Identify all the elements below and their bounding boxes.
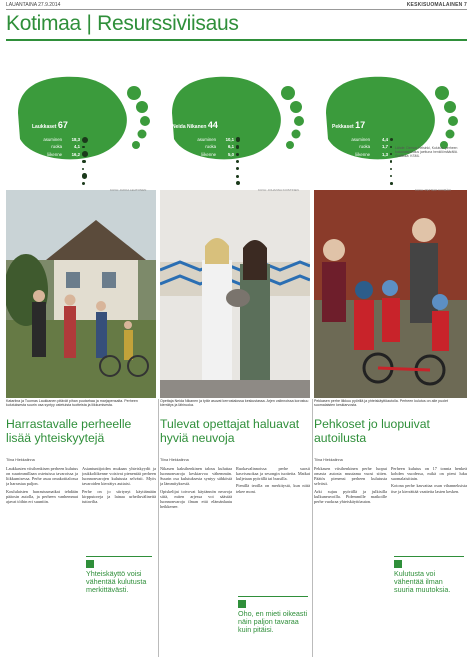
- value-dot: [390, 182, 393, 185]
- photo-caption: Pekkasen perhe liikkuu pyörillä ja yhteiskäyttöautolla. Perheen kulutus on alle puolet suomalaisten keskiarvosta.: [314, 399, 449, 408]
- value-dot: [236, 181, 240, 185]
- family-bikes-photo: [314, 190, 467, 398]
- total-prefix: Pekkaset: [332, 124, 354, 130]
- total-prefix: Laukkaset: [32, 124, 57, 130]
- value-dot: [390, 168, 392, 170]
- total-value: 17: [355, 120, 366, 130]
- category-label: liikenne: [47, 151, 62, 157]
- category-label: asuminen: [351, 137, 370, 143]
- panel-subtitle: tonnia/hlö/vuosi: [10, 68, 42, 74]
- header-paper: KESKISUOMALAINEN 7: [406, 2, 467, 8]
- paragraph: Ruokavalinnoissa perhe suosii kasvisruokaa ja sesongin tuotteita. Matkat kuljetaan pyörällä tai bussilla.: [236, 466, 310, 482]
- category-row: [24, 180, 144, 187]
- category-value: 8,3: [228, 180, 234, 186]
- value-dot: [390, 153, 392, 155]
- value-dot: [82, 146, 85, 149]
- category-value: 5,0: [228, 151, 234, 157]
- category-label: ruoka: [51, 144, 62, 150]
- paragraph: Arki sujuu pyörällä ja julkisilla kulkuneuvoilla. Pidemmille matkoille perhe vuokraa yhteiskäyttöauton.: [314, 488, 387, 504]
- article-body: [6, 466, 78, 656]
- panel-title: [164, 63, 244, 74]
- article-headline: Pehkoset jo luopuivat autoilusta: [314, 417, 430, 445]
- value-dot: [82, 182, 85, 185]
- category-rows: [24, 136, 144, 187]
- category-label: vapaa-aika: [348, 166, 370, 172]
- footprint-panel-3: [314, 43, 467, 188]
- value-dot: [236, 145, 239, 148]
- page-header: [6, 2, 467, 10]
- pull-quote: [86, 556, 152, 594]
- value-dot: [236, 160, 239, 163]
- category-row: [178, 158, 298, 165]
- category-label: liikenne: [201, 151, 216, 157]
- pull-quote: [238, 596, 308, 634]
- panel-title: [318, 63, 398, 74]
- photo-caption: Katariina ja Tuomas Laukkanen pitävät pihan puutarhaa ja marjapensaita. Perheen kulutuksesta suurin osa syntyy ostetuista tuotteista ja liikkumisesta.: [6, 399, 138, 408]
- category-rows: [332, 136, 452, 187]
- category-value: 1,3: [382, 151, 388, 157]
- category-label: ruoka: [359, 144, 370, 150]
- graphic-source: Lähde: Demos Helsinki, Kulutus: perheen kokonaiskulutus jaettuna henkilömäärällä. Grafiikka: KSML: [395, 146, 458, 158]
- section-rule: [6, 39, 467, 41]
- panel-total: [332, 120, 365, 130]
- header-date: LAUANTAINA 27.9.2014: [6, 2, 61, 8]
- photo-laukkanen: [6, 190, 156, 398]
- category-value: 1,9: [382, 173, 388, 179]
- category-row: [178, 165, 298, 172]
- category-row: [332, 172, 452, 179]
- quote-text: Oho, en mieti oikeasti näin paljon tavaraa kuin pitäisi.: [238, 609, 308, 634]
- category-label: sähkö ja lämpö: [187, 180, 216, 186]
- panel-title-text: Luonnonvarojen kulutus: [164, 63, 218, 68]
- category-value: 5,6: [228, 166, 234, 172]
- category-value: 6,5: [74, 159, 80, 165]
- panel-title-text: Luonnonvarojen kulutus: [318, 63, 372, 68]
- category-row: [24, 172, 144, 179]
- category-row: [332, 180, 452, 187]
- category-row: [24, 158, 144, 165]
- category-row: [332, 165, 452, 172]
- quote-icon: [238, 600, 246, 608]
- category-row: [332, 136, 452, 143]
- category-label: palvelut: [201, 173, 216, 179]
- category-value: 2,0: [382, 166, 388, 172]
- pull-quote: [394, 556, 464, 594]
- panel-subtitle: tonnia/hlö/vuosi: [318, 68, 350, 74]
- value-dot: [390, 138, 393, 141]
- total-value: 44: [207, 120, 218, 130]
- total-prefix: Neida Nikanen: [172, 124, 207, 130]
- panel-title-text: Luonnonvarojen kulutus: [10, 63, 64, 68]
- category-rows: [178, 136, 298, 187]
- panel-total: [172, 120, 218, 130]
- column-divider: [312, 399, 313, 657]
- value-dot: [82, 168, 84, 170]
- article-body: [391, 466, 467, 546]
- category-label: tavarat: [202, 159, 216, 165]
- category-label: ruoka: [205, 144, 216, 150]
- photo-credit: KUVA: PETTERI KIVIMÄKI: [415, 188, 452, 192]
- paragraph: Perhe on jo siirtynyt käyttämään kirpputoreja ja lainaa urheiluvälineitä tuttavilta.: [82, 488, 156, 504]
- mother-daughter-photo: [160, 190, 310, 398]
- value-dot: [236, 153, 239, 156]
- photo-pekkanen: [314, 190, 467, 398]
- value-dot: [390, 146, 392, 148]
- article-body: [314, 466, 387, 656]
- article-body: [160, 466, 232, 656]
- article-headline: Tulevat opettajat haluavat hyviä neuvoja: [160, 417, 300, 445]
- quote-text: Yhteiskäyttö voisi vähentää kulutusta merkittävästi.: [86, 569, 147, 594]
- category-label: sähkö ja lämpö: [341, 180, 370, 186]
- quote-icon: [394, 560, 402, 568]
- category-value: 4,4: [382, 137, 388, 143]
- category-row: [24, 151, 144, 158]
- category-label: vapaa-aika: [40, 166, 62, 172]
- quote-text: Kulutusta voi vähentää ilman suuria muutoksia.: [394, 569, 451, 594]
- category-row: [178, 151, 298, 158]
- category-label: tavarat: [48, 159, 62, 165]
- value-dot: [236, 167, 239, 170]
- category-value: 16,2: [71, 151, 80, 157]
- category-value: 4,6: [228, 159, 234, 165]
- footprint-panel-2: [160, 43, 310, 188]
- value-dot: [82, 137, 88, 143]
- category-row: [178, 180, 298, 187]
- panel-total: [32, 120, 68, 130]
- value-dot: [390, 175, 392, 177]
- photo-caption: Opettaja Neida Nikanen ja tytär asuvat kerrostalossa keskustassa. Arjen valinnoissa korostuu kierrätys ja lähiruoka.: [160, 399, 309, 408]
- paragraph: Pekkasen viisihenkinen perhe luopui omasta autosta muutama vuosi sitten. Päätös pienensi perheen kulutusta selvästi.: [314, 466, 387, 487]
- paragraph: Koululaisten harrastusmatkat tehdään pääosin autolla, ja perheen vanhemmat ajavat töihin eri suuntiin.: [6, 488, 78, 504]
- category-row: [24, 165, 144, 172]
- total-value: 67: [57, 120, 68, 130]
- paragraph: Opiskelijat toivovat käytännön neuvoja siitä, miten arjessa voi säästää luonnonvaroja ilman että elämänlaatu heikkenee.: [160, 488, 232, 510]
- footprint-panel-1: [6, 43, 156, 188]
- category-value: 4,1: [74, 144, 80, 150]
- article-byline: Tiina Hiekkalinna: [6, 458, 35, 462]
- category-row: [178, 172, 298, 179]
- section-title: Kotimaa | Resurssiviisaus: [6, 12, 239, 35]
- category-label: palvelut: [355, 173, 370, 179]
- category-row: [24, 136, 144, 143]
- category-value: 2,4: [382, 159, 388, 165]
- paragraph: Nikasen kaksihenkinen talous kuluttaa luonnonvaroja keskiarvoa vähemmän. Suurin osa kulutuksesta syntyy sähköstä ja lämmityksestä.: [160, 466, 232, 487]
- panel-title: [10, 63, 90, 74]
- category-value: 18,3: [71, 137, 80, 143]
- category-value: 4,5: [74, 180, 80, 186]
- category-label: palvelut: [47, 173, 62, 179]
- category-row: [24, 143, 144, 150]
- category-label: asuminen: [197, 137, 216, 143]
- category-row: [332, 158, 452, 165]
- category-label: tavarat: [356, 159, 370, 165]
- paragraph: Perheen kulutus on 17 tonnia henkeä kohden vuodessa, mikä on pieni luku suomalaisittain.: [391, 466, 467, 482]
- category-value: 6,1: [228, 144, 234, 150]
- category-label: sähkö ja lämpö: [33, 180, 62, 186]
- article-byline: Tiina Hiekkalinna: [314, 458, 343, 462]
- category-value: 1,7: [382, 144, 388, 150]
- paragraph: Laukkasten viisihenkisen perheen kulutus on suurimmillaan ostetuissa tavaroissa ja liikkumisessa. Perhe asuu omakotitalossa ja harrastaa paljon.: [6, 466, 78, 487]
- paragraph: Kotona perhe kasvattaa osan vihanneksista itse ja kierrättää vaatteita lasten kesken.: [391, 483, 467, 494]
- value-dot: [236, 137, 240, 141]
- value-dot: [236, 175, 239, 178]
- category-value: 3,3: [382, 180, 388, 186]
- category-value: 2,4: [74, 166, 80, 172]
- category-value: 4,3: [228, 173, 234, 179]
- column-divider: [158, 399, 159, 657]
- paragraph: Pienillä teoilla on merkitystä, kun niitä tekee moni.: [236, 483, 310, 494]
- quote-icon: [86, 560, 94, 568]
- photo-nikanen: [160, 190, 310, 398]
- value-dot: [82, 160, 86, 164]
- category-label: vapaa-aika: [194, 166, 216, 172]
- article-body: [82, 466, 156, 546]
- category-value: 14,6: [71, 173, 80, 179]
- article-body: [236, 466, 310, 576]
- article-byline: Tiina Hiekkalinna: [160, 458, 189, 462]
- panel-subtitle: tonnia/hlö/vuosi: [164, 68, 196, 74]
- value-dot: [390, 160, 392, 162]
- family-yard-photo: [6, 190, 156, 398]
- photo-credit: KUVA: JOHANNA KOISTINEN: [258, 188, 299, 192]
- category-label: asuminen: [43, 137, 62, 143]
- category-row: [178, 143, 298, 150]
- category-row: [178, 136, 298, 143]
- paragraph: Asiantuntijoiden mukaan yhteiskyydit ja joukkoliikenne voisivat pienentää perheen luonnonvarojen kulutusta selvästi. Myös tavaroiden kierrätys auttaisi.: [82, 466, 156, 487]
- article-headline: Harrastavalle perheelle lisää yhteiskyytejä: [6, 417, 132, 445]
- photo-credit: KUVA: JUKKA LEHTONEN: [110, 188, 147, 192]
- value-dot: [82, 151, 88, 157]
- category-label: liikenne: [355, 151, 370, 157]
- value-dot: [82, 173, 87, 178]
- category-value: 10,1: [225, 137, 234, 143]
